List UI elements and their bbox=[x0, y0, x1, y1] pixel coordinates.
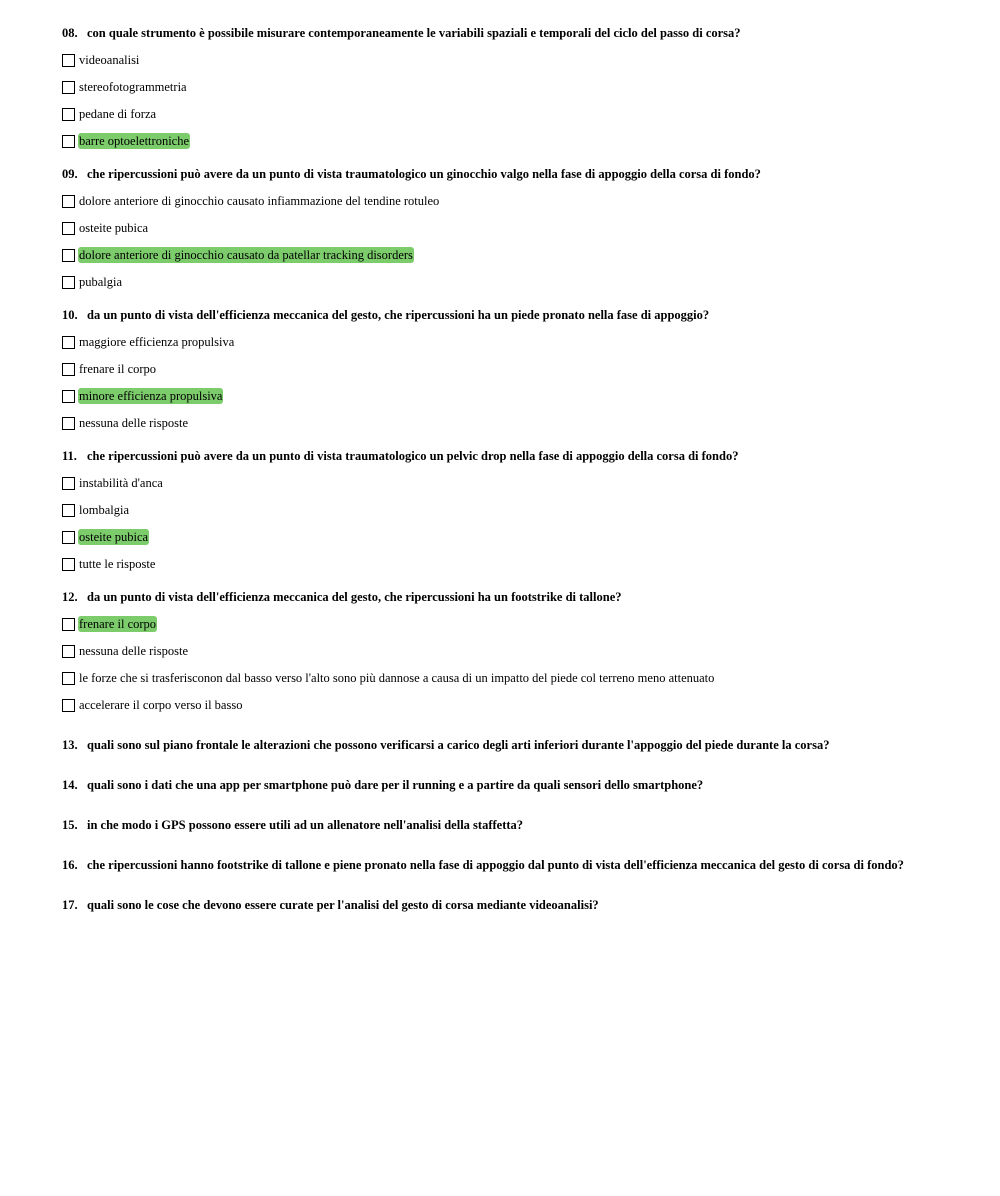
answer-label: nessuna delle risposte bbox=[79, 416, 189, 430]
answer-label: maggiore efficienza propulsiva bbox=[79, 335, 235, 349]
answer-option[interactable] bbox=[62, 361, 962, 377]
open-question bbox=[62, 897, 962, 913]
checkbox[interactable] bbox=[62, 81, 75, 94]
question-title bbox=[62, 307, 962, 323]
question-number: 11. bbox=[62, 449, 77, 463]
question-title bbox=[62, 25, 962, 41]
question-number: 08. bbox=[62, 26, 78, 40]
question-number: 14. bbox=[62, 778, 78, 792]
answer-option[interactable] bbox=[62, 502, 962, 518]
quiz-document bbox=[62, 25, 962, 913]
answer-option[interactable] bbox=[62, 52, 962, 68]
question-number: 16. bbox=[62, 858, 78, 872]
answer-label-highlighted: barre optoelettroniche bbox=[79, 134, 190, 148]
checkbox[interactable] bbox=[62, 618, 75, 631]
checkbox[interactable] bbox=[62, 54, 75, 67]
checkbox[interactable] bbox=[62, 558, 75, 571]
answer-label-highlighted: frenare il corpo bbox=[79, 617, 157, 631]
answer-label: lombalgia bbox=[79, 503, 129, 517]
checkbox[interactable] bbox=[62, 531, 75, 544]
answer-label-highlighted: minore efficienza propulsiva bbox=[79, 389, 223, 403]
question-title bbox=[62, 166, 962, 182]
open-questions-section bbox=[62, 737, 962, 913]
answer-label: instabilità d'anca bbox=[79, 476, 163, 490]
checkbox[interactable] bbox=[62, 249, 75, 262]
answer-label: videoanalisi bbox=[79, 53, 140, 67]
question-block bbox=[62, 25, 962, 149]
checkbox[interactable] bbox=[62, 195, 75, 208]
answer-label: accelerare il corpo verso il basso bbox=[79, 698, 243, 712]
answer-option[interactable] bbox=[62, 643, 962, 659]
answer-label: pubalgia bbox=[79, 275, 123, 289]
question-number: 09. bbox=[62, 167, 78, 181]
question-text: in che modo i GPS possono essere utili ad un allenatore nell'analisi della staffetta? bbox=[87, 818, 524, 832]
checkbox[interactable] bbox=[62, 363, 75, 376]
checkbox[interactable] bbox=[62, 477, 75, 490]
answer-label: tutte le risposte bbox=[79, 557, 156, 571]
question-text: con quale strumento è possibile misurare contemporaneamente le variabili spaziali e temporali del ciclo del passo di corsa? bbox=[87, 26, 741, 40]
answer-label-highlighted: osteite pubica bbox=[79, 530, 149, 544]
answer-option[interactable] bbox=[62, 274, 962, 290]
answer-option[interactable] bbox=[62, 220, 962, 236]
checkbox[interactable] bbox=[62, 417, 75, 430]
question-number: 17. bbox=[62, 898, 78, 912]
question-title bbox=[62, 589, 962, 605]
open-question bbox=[62, 817, 962, 833]
answer-option[interactable] bbox=[62, 529, 962, 545]
checkbox[interactable] bbox=[62, 276, 75, 289]
answer-option[interactable] bbox=[62, 133, 962, 149]
answer-label: frenare il corpo bbox=[79, 362, 157, 376]
answer-option[interactable] bbox=[62, 556, 962, 572]
answer-label: dolore anteriore di ginocchio causato infiammazione del tendine rotuleo bbox=[79, 194, 440, 208]
question-number: 12. bbox=[62, 590, 78, 604]
question-block bbox=[62, 589, 962, 713]
answer-option[interactable] bbox=[62, 334, 962, 350]
question-text: quali sono sul piano frontale le alterazioni che possono verificarsi a carico degli arti inferiori durante l'appoggio del piede durante la corsa? bbox=[87, 738, 830, 752]
question-number: 15. bbox=[62, 818, 78, 832]
question-number: 10. bbox=[62, 308, 78, 322]
checkbox[interactable] bbox=[62, 222, 75, 235]
checkbox[interactable] bbox=[62, 108, 75, 121]
checkbox[interactable] bbox=[62, 135, 75, 148]
answer-label: nessuna delle risposte bbox=[79, 644, 189, 658]
answer-option[interactable] bbox=[62, 193, 962, 209]
answer-option[interactable] bbox=[62, 616, 962, 632]
answer-option[interactable] bbox=[62, 670, 962, 686]
question-text: che ripercussioni hanno footstrike di tallone e piene pronato nella fase di appoggio dal punto di vista dell'efficienza meccanica del gesto di corsa di fondo? bbox=[87, 858, 904, 872]
question-text: da un punto di vista dell'efficienza meccanica del gesto, che ripercussioni ha un piede pronato nella fase di appoggio? bbox=[87, 308, 710, 322]
answer-option[interactable] bbox=[62, 415, 962, 431]
open-question bbox=[62, 777, 962, 793]
checkbox[interactable] bbox=[62, 699, 75, 712]
question-text: che ripercussioni può avere da un punto di vista traumatologico un ginocchio valgo nella fase di appoggio della corsa di fondo? bbox=[87, 167, 761, 181]
answer-label: le forze che si trasferisconon dal basso verso l'alto sono più dannose a causa di un impatto del piede col terreno meno attenuato bbox=[79, 671, 715, 685]
answer-label: stereofotogrammetria bbox=[79, 80, 187, 94]
checkbox[interactable] bbox=[62, 336, 75, 349]
answer-option[interactable] bbox=[62, 106, 962, 122]
answer-label: pedane di forza bbox=[79, 107, 157, 121]
question-text: che ripercussioni può avere da un punto di vista traumatologico un pelvic drop nella fase di appoggio della corsa di fondo? bbox=[87, 449, 739, 463]
question-text: da un punto di vista dell'efficienza meccanica del gesto, che ripercussioni ha un footstrike di tallone? bbox=[87, 590, 622, 604]
multiple-choice-section bbox=[62, 25, 962, 713]
question-block bbox=[62, 448, 962, 572]
checkbox[interactable] bbox=[62, 504, 75, 517]
checkbox[interactable] bbox=[62, 672, 75, 685]
answer-option[interactable] bbox=[62, 697, 962, 713]
checkbox[interactable] bbox=[62, 390, 75, 403]
answer-label-highlighted: dolore anteriore di ginocchio causato da patellar tracking disorders bbox=[79, 248, 413, 262]
open-question bbox=[62, 857, 962, 873]
checkbox[interactable] bbox=[62, 645, 75, 658]
question-block bbox=[62, 307, 962, 431]
question-number: 13. bbox=[62, 738, 78, 752]
question-block bbox=[62, 166, 962, 290]
answer-option[interactable] bbox=[62, 475, 962, 491]
question-title bbox=[62, 448, 962, 464]
answer-label: osteite pubica bbox=[79, 221, 149, 235]
question-text: quali sono le cose che devono essere curate per l'analisi del gesto di corsa mediante videoanalisi? bbox=[87, 898, 599, 912]
question-text: quali sono i dati che una app per smartphone può dare per il running e a partire da quali sensori dello smartphone? bbox=[87, 778, 704, 792]
answer-option[interactable] bbox=[62, 388, 962, 404]
open-question bbox=[62, 737, 962, 753]
answer-option[interactable] bbox=[62, 247, 962, 263]
answer-option[interactable] bbox=[62, 79, 962, 95]
